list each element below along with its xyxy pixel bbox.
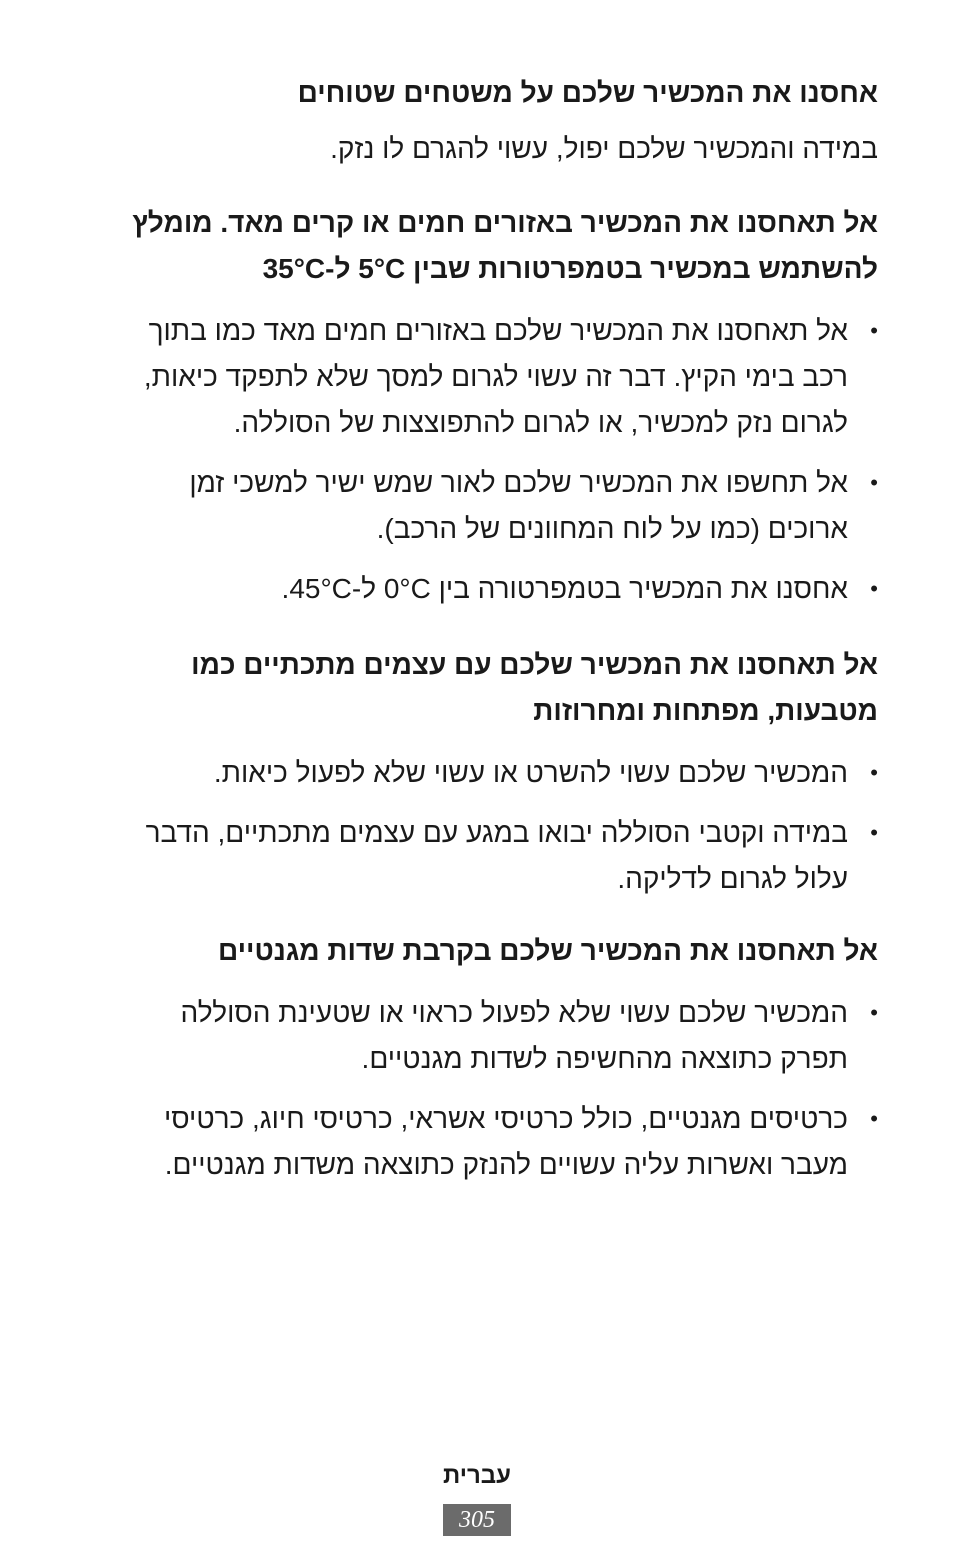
- bullet-icon: •: [870, 470, 878, 495]
- list-item: [100, 810, 878, 902]
- bullet-list: [100, 750, 878, 902]
- list-item-line: ארוכים (כמו על לוח המחוונים של הרכב).: [376, 513, 848, 544]
- list-item-line: לגרום נזק למכשיר, או לגרום להתפוצצות של הסוללה.: [233, 407, 848, 438]
- list-item-line: רכב בימי הקיץ. דבר זה עשוי לגרום למסך שלא לתפקד כיאות,: [143, 361, 848, 392]
- list-item: [100, 750, 878, 796]
- list-item-line: המכשיר שלכם עשוי שלא לפעול כראוי או שטעינת הסוללה: [180, 997, 848, 1028]
- document-body: [100, 70, 878, 1188]
- section-flat-surfaces: [100, 70, 878, 172]
- bullet-icon: •: [870, 1000, 878, 1025]
- list-item: [100, 308, 878, 446]
- heading-line: להשתמש במכשיר בטמפרטורות שבין 5°C ל-35°C: [262, 253, 878, 284]
- section-magnetic-fields: [100, 928, 878, 1188]
- heading-line: אל תאחסנו את המכשיר שלכם עם עצמים מתכתיים כמו: [191, 649, 878, 680]
- section-heading: אל תאחסנו את המכשיר שלכם בקרבת שדות מגנטיים: [218, 935, 878, 966]
- list-item-line: מעבר ואשרות עליה עשויים להנזק כתוצאה משדות מגנטיים.: [164, 1149, 848, 1180]
- section-heading: אחסנו את המכשיר שלכם על משטחים שטוחים: [297, 77, 878, 108]
- heading-line: מטבעות, מפתחות ומחרוזות: [533, 695, 878, 726]
- page-number-badge: 305: [443, 1504, 511, 1536]
- bullet-list: [100, 990, 878, 1188]
- bullet-icon: •: [870, 1106, 878, 1131]
- list-item: [100, 990, 878, 1082]
- heading-line: אל תאחסנו את המכשיר באזורים חמים או קרים מאד. מומלץ: [132, 207, 878, 238]
- list-item: [100, 460, 878, 552]
- section-heading: [100, 642, 878, 734]
- list-item-line: אל תחשפו את המכשיר שלכם לאור שמש ישיר למשכי זמן: [189, 467, 848, 498]
- bullet-icon: •: [870, 576, 878, 601]
- list-item-line: אחסנו את המכשיר בטמפרטורה בין 0°C ל-45°C.: [281, 573, 848, 604]
- section-temperature: [100, 200, 878, 612]
- bullet-icon: •: [870, 318, 878, 343]
- section-metal-objects: [100, 642, 878, 902]
- footer-language-label: עברית: [442, 1462, 511, 1489]
- list-item-line: עלול לגרום לדליקה.: [617, 863, 848, 894]
- section-paragraph: במידה והמכשיר שלכם יפול, עשוי להגרם לו נזק.: [330, 133, 878, 164]
- list-item: [100, 1096, 878, 1188]
- list-item-line: כרטיסים מגנטיים, כולל כרטיסי אשראי, כרטיסי חיוג, כרטיסי: [163, 1103, 848, 1134]
- list-item-line: תפרק כתוצאה מהחשיפה לשדות מגנטיים.: [361, 1043, 848, 1074]
- bullet-list: [100, 308, 878, 612]
- list-item-line: במידה וקטבי הסוללה יבואו במגע עם עצמים מתכתיים, הדבר: [145, 817, 848, 848]
- bullet-icon: •: [870, 820, 878, 845]
- list-item: [100, 566, 878, 612]
- list-item-line: אל תאחסנו את המכשיר שלכם באזורים חמים מאד כמו בתוך: [148, 315, 848, 346]
- section-heading: [100, 200, 878, 292]
- bullet-icon: •: [870, 760, 878, 785]
- list-item-line: המכשיר שלכם עשוי להשרט או עשוי שלא לפעול כיאות.: [213, 757, 848, 788]
